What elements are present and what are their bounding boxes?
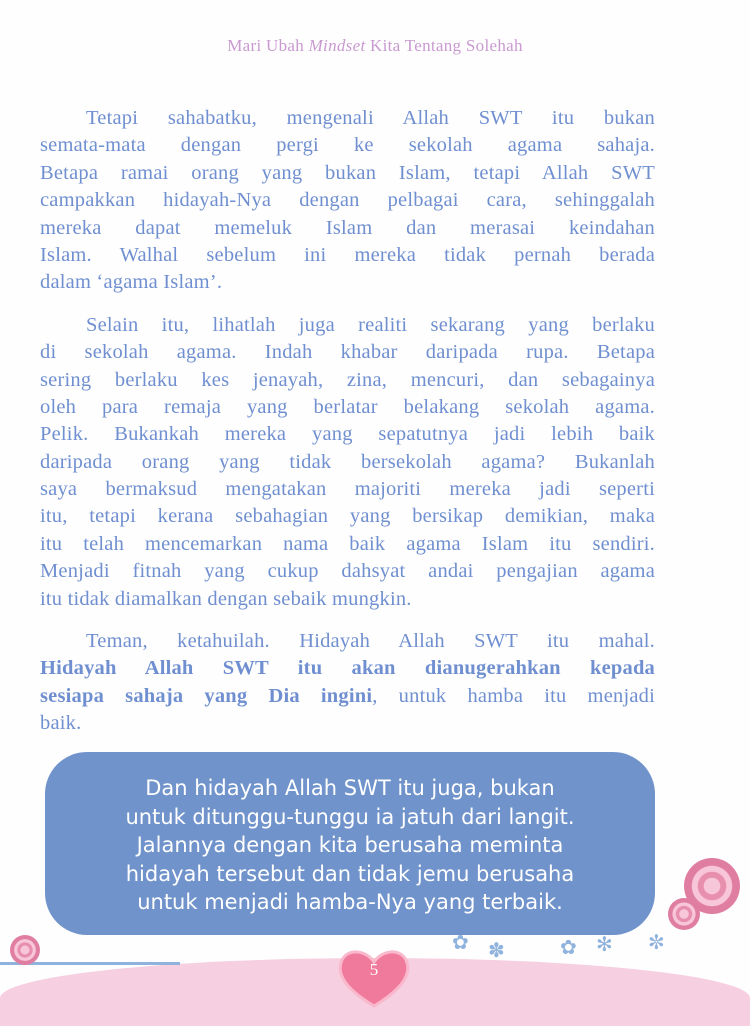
body-text xyxy=(40,105,655,753)
lollipop-icon xyxy=(10,935,40,965)
text-line: baik. xyxy=(40,712,82,735)
callout-line: Dan hidayah Allah SWT itu juga, bukan xyxy=(145,776,555,800)
text-line: Pelik. Bukankah mereka yang sepatutnya jadi lebih baik xyxy=(40,423,655,446)
text-line: Menjadi fitnah yang cukup dahsyat andai pengajian agama xyxy=(40,560,655,583)
text-line: daripada orang yang tidak bersekolah agama? Bukanlah xyxy=(40,450,655,473)
paragraph-1 xyxy=(40,105,655,297)
header-text-end: Kita Tentang Solehah xyxy=(365,36,523,55)
flower-icon: ✿ xyxy=(452,932,469,954)
bold-text: sesiapa sahaja yang Dia ingini xyxy=(40,684,373,707)
text-line: di sekolah agama. Indah khabar daripada rupa. Betapa xyxy=(40,341,655,364)
text-line: Betapa ramai orang yang bukan Islam, tetapi Allah SWT xyxy=(40,161,655,184)
text-line: oleh para remaja yang berlatar belakang sekolah agama. xyxy=(40,395,655,418)
lollipop-icon xyxy=(668,898,700,930)
paragraph-3 xyxy=(40,628,655,738)
header-text: Mari Ubah xyxy=(227,36,309,55)
callout-line: hidayah tersebut dan tidak jemu berusaha xyxy=(125,861,575,886)
text-line: itu telah mencemarkan nama baik agama Islam itu sendiri. xyxy=(40,532,655,555)
text-line xyxy=(40,683,655,710)
text-line: campakkan hidayah-Nya dengan pelbagai cara, sehinggalah xyxy=(40,189,655,212)
paragraph-2 xyxy=(40,312,655,613)
text-line: Tetapi sahabatku, mengenali Allah SWT itu bukan xyxy=(86,107,655,129)
text-line: Islam. Walhal sebelum ini mereka tidak pernah berada xyxy=(40,243,655,266)
text-line: sering berlaku kes jenayah, zina, mencuri, dan sebagainya xyxy=(40,368,655,391)
callout-line: untuk menjadi hamba-Nya yang terbaik. xyxy=(137,890,563,914)
callout-line: untuk ditunggu-tunggu ia jatuh dari langit. xyxy=(125,804,575,829)
page-number: 5 xyxy=(369,960,379,979)
text-line: saya bermaksud mengatakan majoriti mereka jadi seperti xyxy=(40,478,655,501)
callout-box xyxy=(45,752,655,935)
header-italic: Mindset xyxy=(308,36,366,55)
text-line: itu, tetapi kerana sebahagian yang bersikap demikian, maka xyxy=(40,505,655,528)
flower-icon: ✼ xyxy=(648,932,665,954)
callout-line: Jalannya dengan kita berusaha meminta xyxy=(136,833,564,857)
text: , untuk hamba itu menjadi xyxy=(372,684,655,707)
text-line: Teman, ketahuilah. Hidayah Allah SWT itu mahal. xyxy=(86,630,655,653)
flower-icon: ✿ xyxy=(560,937,577,959)
bold-text: Hidayah Allah SWT itu akan dianugerahkan kepada xyxy=(40,657,655,680)
text-line: semata-mata dengan pergi ke sekolah agama sahaja. xyxy=(40,134,655,157)
text-line: Selain itu, lihatlah juga realiti sekarang yang berlaku xyxy=(86,313,655,336)
text-line xyxy=(40,655,655,682)
flower-icon: ✽ xyxy=(488,940,505,962)
text-line: mereka dapat memeluk Islam dan merasai keindahan xyxy=(40,216,655,239)
running-header xyxy=(0,36,750,56)
text-line: itu tidak diamalkan dengan sebaik mungkin. xyxy=(40,587,412,610)
flower-icon: ✻ xyxy=(596,934,613,956)
text-line: dalam ‘agama Islam’. xyxy=(40,271,223,294)
